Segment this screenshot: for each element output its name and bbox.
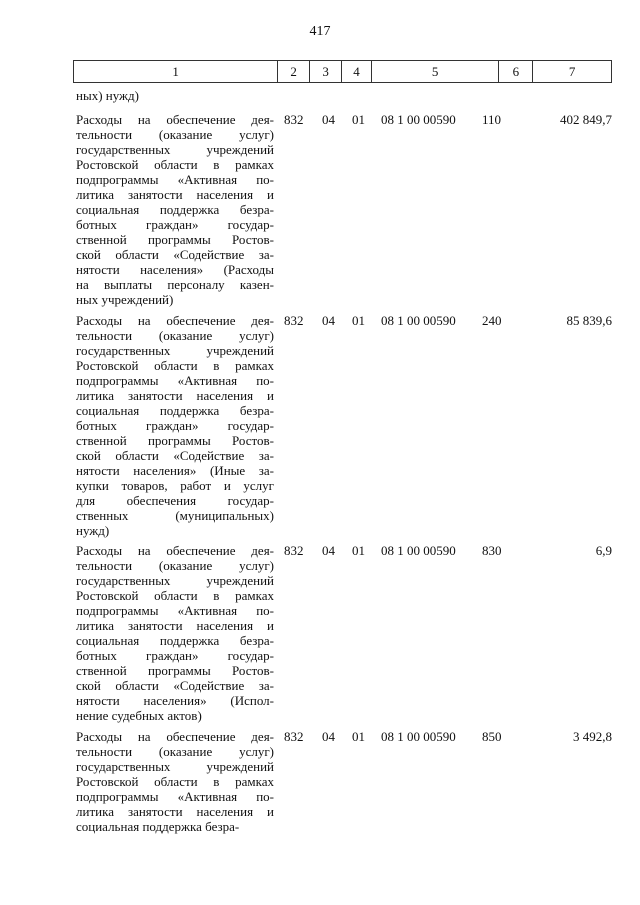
description-line: социальная поддержка безра- — [76, 633, 274, 648]
code-column-2: 832 — [284, 112, 304, 127]
row-description — [76, 112, 274, 307]
amount: 85 839,6 — [566, 313, 612, 328]
description-line: ственной программы Ростов- — [76, 433, 274, 448]
code-column-4: 01 — [352, 543, 365, 558]
description-line: ственных (муниципальных) — [76, 508, 274, 523]
description-line: ботных граждан» государ- — [76, 217, 274, 232]
description-line: Ростовской области в рамках — [76, 774, 274, 789]
amount: 6,9 — [595, 543, 612, 558]
description-line: нятости населения» (Иные за- — [76, 463, 274, 478]
description-line: социальная поддержка безра- — [76, 819, 240, 834]
description-line: государственных учреждений — [76, 573, 274, 588]
code-column-5: 08 1 00 00590 — [381, 112, 456, 127]
description-line: литика занятости населения и — [76, 187, 274, 202]
amount: 402 849,7 — [560, 112, 612, 127]
description-line: тельности (оказание услуг) — [76, 558, 274, 573]
description-line: подпрограммы «Активная по- — [76, 373, 274, 388]
description-line: Ростовской области в рамках — [76, 157, 274, 172]
description-line: нение судебных актов) — [76, 708, 202, 723]
header-col-4: 4 — [342, 61, 372, 82]
description-line: для обеспечения государ- — [76, 493, 274, 508]
header-col-6: 6 — [499, 61, 533, 82]
code-column-3: 04 — [322, 313, 335, 328]
description-line: литика занятости населения и — [76, 388, 274, 403]
description-line: подпрограммы «Активная по- — [76, 789, 274, 804]
code-column-4: 01 — [352, 313, 365, 328]
code-column-3: 04 — [322, 543, 335, 558]
description-line: Расходы на обеспечение дея- — [76, 313, 274, 328]
code-column-5: 08 1 00 00590 — [381, 729, 456, 744]
description-line: подпрограммы «Активная по- — [76, 172, 274, 187]
header-col-2: 2 — [278, 61, 310, 82]
code-column-6: 850 — [482, 729, 502, 744]
page-number: 417 — [309, 24, 331, 39]
amount: 3 492,8 — [573, 729, 612, 744]
description-line: купки товаров, работ и услуг — [76, 478, 274, 493]
description-line: тельности (оказание услуг) — [76, 127, 274, 142]
description-line: социальная поддержка безра- — [76, 202, 274, 217]
header-col-7: 7 — [568, 63, 576, 79]
description-line: ботных граждан» государ- — [76, 648, 274, 663]
code-column-2: 832 — [284, 729, 304, 744]
row-description — [76, 543, 274, 723]
description-line: ственной программы Ростов- — [76, 232, 274, 247]
code-column-4: 01 — [352, 112, 365, 127]
code-column-2: 832 — [284, 543, 304, 558]
code-column-6: 110 — [482, 112, 502, 127]
code-column-4: 01 — [352, 729, 365, 744]
description-line: Ростовской области в рамках — [76, 358, 274, 373]
description-line: ской области «Содействие за- — [76, 448, 274, 463]
description-line: государственных учреждений — [76, 142, 274, 157]
description-line: государственных учреждений — [76, 343, 274, 358]
code-column-2: 832 — [284, 313, 304, 328]
description-line: подпрограммы «Активная по- — [76, 603, 274, 618]
description-line: Расходы на обеспечение дея- — [76, 729, 274, 744]
code-column-3: 04 — [322, 112, 335, 127]
description-line: ботных граждан» государ- — [76, 418, 274, 433]
table-header — [73, 60, 612, 83]
description-line: на выплаты персоналу казен- — [76, 277, 274, 292]
description-line: ственной программы Ростов- — [76, 663, 274, 678]
row-description — [76, 313, 274, 538]
header-col-1: 1 — [74, 61, 278, 82]
description-line: социальная поддержка безра- — [76, 403, 274, 418]
row-description — [76, 729, 274, 834]
code-column-6: 830 — [482, 543, 502, 558]
description-line: нятости населения» (Расходы — [76, 262, 274, 277]
header-col-3: 3 — [310, 61, 342, 82]
description-line: ных учреждений) — [76, 292, 174, 307]
description-line: ской области «Содействие за- — [76, 247, 274, 262]
description-line: Расходы на обеспечение дея- — [76, 543, 274, 558]
code-column-5: 08 1 00 00590 — [381, 543, 456, 558]
code-column-6: 240 — [482, 313, 502, 328]
description-line: нужд) — [76, 523, 110, 538]
description-line: тельности (оказание услуг) — [76, 328, 274, 343]
description-line: литика занятости населения и — [76, 804, 274, 819]
code-column-3: 04 — [322, 729, 335, 744]
continuation-text: ных) нужд) — [76, 88, 139, 103]
description-line: Ростовской области в рамках — [76, 588, 274, 603]
description-line: тельности (оказание услуг) — [76, 744, 274, 759]
description-line: нятости населения» (Испол- — [76, 693, 274, 708]
code-column-5: 08 1 00 00590 — [381, 313, 456, 328]
description-line: ской области «Содействие за- — [76, 678, 274, 693]
description-line: государственных учреждений — [76, 759, 274, 774]
header-col-5: 5 — [372, 61, 500, 82]
description-line: Расходы на обеспечение дея- — [76, 112, 274, 127]
description-line: литика занятости населения и — [76, 618, 274, 633]
